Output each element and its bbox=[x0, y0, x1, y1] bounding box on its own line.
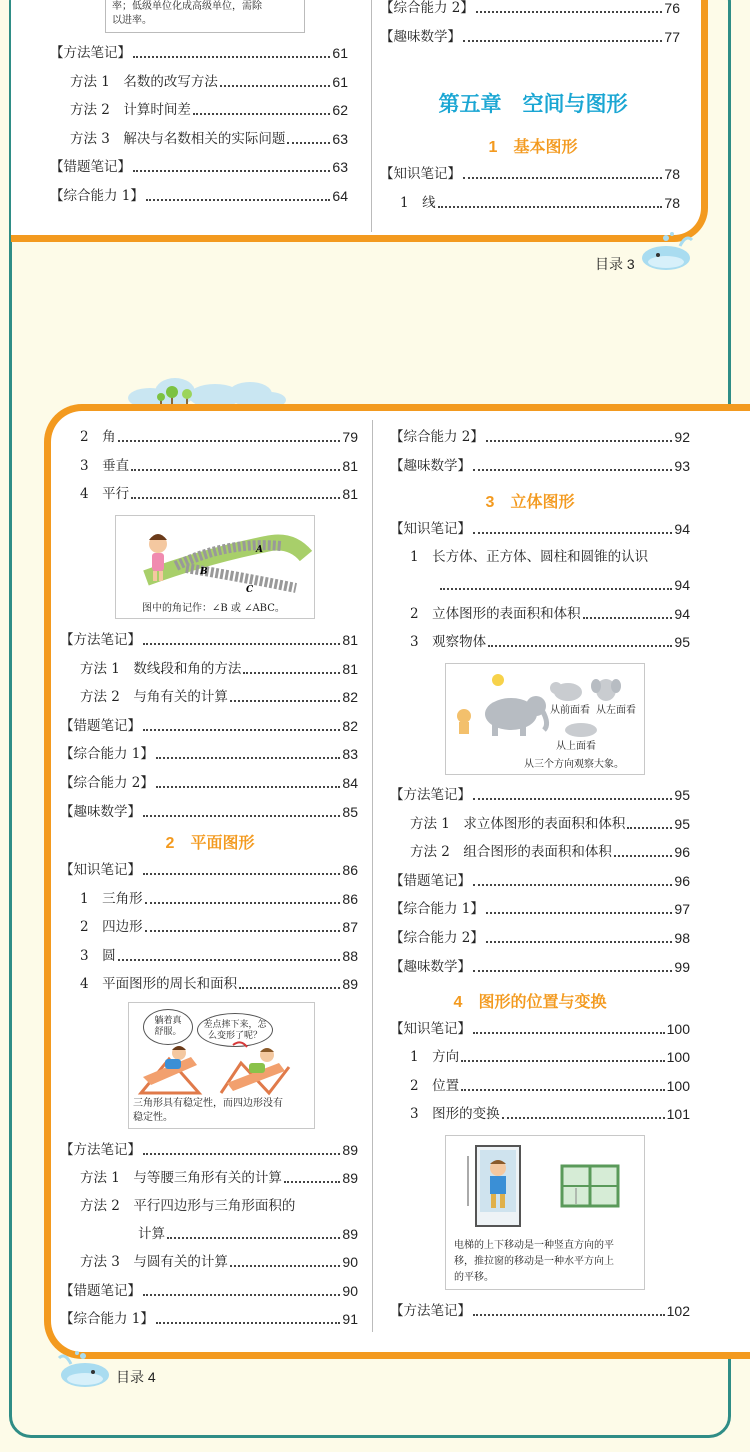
toc-entry-page: 76 bbox=[664, 0, 680, 16]
toc-leader-dots bbox=[502, 1117, 665, 1119]
toc-entry-title: 3 垂直 bbox=[80, 457, 130, 474]
toc-leader-dots bbox=[463, 177, 662, 179]
toc-entry[interactable] bbox=[80, 1253, 358, 1271]
toc-entry-page: 89 bbox=[342, 1226, 358, 1243]
toc-entry-title: 【趣味数学】 bbox=[390, 958, 471, 975]
toc-entry-title: 【错题笔记】 bbox=[390, 872, 471, 889]
toc-entry[interactable] bbox=[60, 861, 358, 879]
toc-leader-dots bbox=[473, 798, 672, 800]
translation-caption-line-3: 的平移。 bbox=[454, 1272, 494, 1283]
toc-entry[interactable] bbox=[410, 605, 690, 623]
toc-entry-title: 1 线 bbox=[400, 194, 436, 211]
toc-entry[interactable] bbox=[80, 975, 358, 993]
toc-entry[interactable] bbox=[50, 158, 348, 176]
toc-leader-dots bbox=[143, 815, 340, 817]
toc-entry-title: 【趣味数学】 bbox=[380, 28, 461, 45]
section-1-title: 1 基本图形 bbox=[488, 139, 578, 156]
toc-entry-title: 方法 2 平行四边形与三角形面积的 bbox=[80, 1198, 296, 1215]
toc-leader-dots bbox=[473, 1314, 665, 1316]
toc-entry[interactable] bbox=[410, 815, 690, 833]
toc-leader-dots bbox=[440, 588, 672, 590]
toc-leader-dots bbox=[239, 987, 340, 989]
angle-label-a: A bbox=[256, 545, 263, 555]
toc-entry[interactable] bbox=[80, 688, 358, 706]
toc-leader-dots bbox=[473, 1032, 665, 1034]
toc-leader-dots bbox=[461, 1089, 665, 1091]
toc-entry[interactable] bbox=[390, 1302, 690, 1320]
toc-entry-title: 3 圆 bbox=[80, 947, 116, 964]
toc-entry[interactable] bbox=[400, 194, 680, 212]
intro-note-line-2: 以进率。 bbox=[112, 15, 152, 26]
toc-entry-title: 1 方向 bbox=[410, 1049, 460, 1066]
toc-leader-dots bbox=[118, 440, 341, 442]
toc-entry[interactable] bbox=[80, 1169, 358, 1187]
toc-entry[interactable] bbox=[390, 457, 690, 475]
toc-entry[interactable] bbox=[60, 1282, 358, 1300]
toc-entry-title: 1 三角形 bbox=[80, 890, 143, 907]
toc-entry-title: 方法 2 组合图形的表面积和体积 bbox=[410, 844, 612, 861]
toc-leader-dots bbox=[143, 729, 340, 731]
toc-entry-page: 81 bbox=[342, 457, 358, 474]
toc-leader-dots bbox=[146, 199, 331, 201]
elephant-caption: 从三个方向观察大象。 bbox=[524, 759, 624, 770]
toc-entry[interactable] bbox=[80, 457, 358, 475]
toc-entry-page: 90 bbox=[342, 1282, 358, 1299]
whale-icon-right bbox=[636, 228, 694, 272]
toc-entry[interactable] bbox=[390, 929, 690, 947]
toc-entry[interactable] bbox=[410, 1105, 690, 1123]
toc-entry-page: 88 bbox=[342, 947, 358, 964]
toc-leader-dots bbox=[193, 113, 331, 115]
toc-entry-page: 102 bbox=[666, 1303, 690, 1319]
toc-leader-dots bbox=[461, 1060, 665, 1062]
toc-entry-title: 【综合能力 1】 bbox=[60, 1310, 154, 1327]
toc-entry-page: 100 bbox=[666, 1021, 690, 1037]
toc-leader-dots bbox=[488, 645, 672, 647]
toc-entry[interactable] bbox=[60, 774, 358, 792]
toc-entry-title: 【方法笔记】 bbox=[60, 632, 141, 648]
toc-entry-page: 99 bbox=[674, 958, 690, 975]
toc-leader-dots bbox=[473, 884, 672, 886]
toc-leader-dots bbox=[131, 497, 340, 499]
toc-entry-page: 61 bbox=[332, 45, 348, 61]
toc-entry[interactable] bbox=[60, 1141, 358, 1159]
toc-entry-title: 方法 3 与圆有关的计算 bbox=[80, 1254, 228, 1271]
toc-entry-page: 94 bbox=[674, 521, 690, 537]
toc-entry[interactable] bbox=[80, 428, 358, 446]
toc-entry-page: 95 bbox=[674, 787, 690, 803]
deckchair-illustration bbox=[128, 1002, 315, 1129]
toc-entry-title: 方法 2 计算时间差 bbox=[70, 102, 191, 119]
toc-entry[interactable] bbox=[80, 918, 358, 936]
toc-entry-page: 63 bbox=[332, 159, 348, 176]
toc-leader-dots bbox=[583, 617, 673, 619]
deckchairs-image bbox=[129, 1037, 314, 1097]
toc-leader-dots bbox=[133, 56, 330, 58]
toc-leader-dots bbox=[473, 469, 672, 471]
translation-caption-line-2: 移，推拉窗的移动是一种水平方向上 bbox=[454, 1256, 614, 1267]
toc-entry-title: 【错题笔记】 bbox=[60, 717, 141, 734]
toc-entry[interactable] bbox=[410, 548, 690, 566]
toc-entry-page: 61 bbox=[332, 73, 348, 90]
chapter-title: 第五章 空间与图形 bbox=[438, 93, 628, 116]
toc-leader-dots bbox=[145, 930, 341, 932]
toc-entry-page: 100 bbox=[666, 1077, 690, 1094]
page-label-4: 目录 4 bbox=[116, 1369, 156, 1385]
toc-entry-title: 4 平行 bbox=[80, 486, 130, 503]
toc-leader-dots bbox=[486, 941, 673, 943]
toc-entry-page: 101 bbox=[666, 1106, 690, 1123]
toc-leader-dots bbox=[486, 440, 673, 442]
toc-leader-dots bbox=[143, 873, 340, 875]
toc-entry-page: 94 bbox=[674, 577, 690, 594]
toc-entry[interactable] bbox=[390, 1020, 690, 1038]
toc-entry-page: 93 bbox=[674, 457, 690, 474]
toc-entry[interactable] bbox=[438, 576, 690, 594]
toc-entry-page: 96 bbox=[674, 872, 690, 889]
toc-entry-title: 计算 bbox=[138, 1226, 165, 1243]
toc-leader-dots bbox=[143, 1153, 340, 1155]
toc-leader-dots bbox=[156, 786, 341, 788]
toc-entry-title: 【方法笔记】 bbox=[390, 787, 471, 803]
toc-entry-page: 63 bbox=[332, 130, 348, 147]
toc-entry-title: 方法 2 与角有关的计算 bbox=[80, 689, 228, 706]
translation-caption-line-1: 电梯的上下移动是一种竖直方向的平 bbox=[454, 1240, 614, 1251]
toc-leader-dots bbox=[287, 142, 330, 144]
toc-entry[interactable] bbox=[60, 631, 358, 649]
toc-leader-dots bbox=[230, 1265, 341, 1267]
toc-entry-title: 【方法笔记】 bbox=[60, 1142, 141, 1158]
toc-entry-title: 方法 1 求立体图形的表面积和体积 bbox=[410, 815, 626, 832]
toc-entry-title: 2 立体图形的表面积和体积 bbox=[410, 605, 581, 622]
toc-entry[interactable] bbox=[80, 890, 358, 908]
toc-leader-dots bbox=[627, 827, 672, 829]
angle-label-b: B bbox=[200, 567, 208, 577]
angle-roads-image bbox=[116, 516, 314, 598]
deckchair-caption-line-2: 稳定性。 bbox=[133, 1112, 173, 1123]
bubble-2-line-1: 差点摔下来，怎 bbox=[203, 1020, 267, 1030]
page-label-3: 目录 3 bbox=[595, 256, 635, 272]
toc-entry[interactable] bbox=[380, 28, 680, 46]
toc-entry-title: 【趣味数学】 bbox=[60, 803, 141, 820]
toc-entry-page: 64 bbox=[332, 188, 348, 204]
toc-entry[interactable] bbox=[80, 660, 358, 678]
toc-entry-title: 【知识笔记】 bbox=[390, 521, 471, 537]
toc-entry-title: 【综合能力 2】 bbox=[380, 0, 474, 16]
toc-entry[interactable] bbox=[60, 803, 358, 821]
toc-entry-title: 【综合能力 2】 bbox=[60, 775, 154, 791]
toc-entry-title: 3 观察物体 bbox=[410, 633, 487, 650]
toc-leader-dots bbox=[220, 85, 331, 87]
toc-entry-page: 91 bbox=[342, 1310, 358, 1327]
toc-entry-page: 78 bbox=[664, 194, 680, 211]
toc-entry-title: 2 位置 bbox=[410, 1077, 460, 1094]
toc-entry[interactable] bbox=[410, 1077, 690, 1095]
toc-entry-title: 【方法笔记】 bbox=[50, 45, 131, 61]
toc-entry[interactable] bbox=[138, 1225, 358, 1243]
toc-leader-dots bbox=[133, 170, 330, 172]
toc-entry[interactable] bbox=[390, 900, 690, 918]
toc-entry[interactable] bbox=[50, 187, 348, 205]
section-4-title: 4 图形的位置与变换 bbox=[453, 994, 607, 1011]
toc-entry-title: 1 长方体、正方体、圆柱和圆锥的认识 bbox=[410, 549, 649, 566]
toc-entry[interactable] bbox=[390, 958, 690, 976]
toc-entry[interactable] bbox=[390, 520, 690, 538]
toc-entry-page: 96 bbox=[674, 844, 690, 861]
angle-illustration bbox=[115, 515, 315, 619]
intro-note-box bbox=[105, 0, 305, 33]
toc-leader-dots bbox=[614, 855, 673, 857]
toc-entry[interactable] bbox=[60, 745, 358, 763]
toc-leader-dots bbox=[145, 902, 341, 904]
toc-entry-title: 【综合能力 1】 bbox=[60, 746, 154, 763]
toc-entry-title: 【综合能力 2】 bbox=[390, 930, 484, 946]
toc-entry-title: 方法 1 数线段和角的方法 bbox=[80, 660, 242, 677]
toc-entry-page: 86 bbox=[342, 862, 358, 878]
toc-entry-page: 77 bbox=[664, 28, 680, 45]
toc-entry-page: 83 bbox=[342, 746, 358, 763]
toc-entry[interactable] bbox=[80, 1197, 358, 1215]
toc-entry[interactable] bbox=[60, 717, 358, 735]
toc-leader-dots bbox=[167, 1237, 340, 1239]
toc-entry-page: 98 bbox=[674, 930, 690, 946]
toc-entry-title: 【方法笔记】 bbox=[390, 1303, 471, 1319]
toc-entry-title: 【知识笔记】 bbox=[390, 1021, 471, 1037]
toc-entry[interactable] bbox=[80, 947, 358, 965]
toc-entry-title: 【知识笔记】 bbox=[380, 166, 461, 182]
toc-entry[interactable] bbox=[410, 1048, 690, 1066]
top-column-divider bbox=[371, 0, 372, 232]
toc-entry-page: 82 bbox=[342, 689, 358, 706]
toc-entry[interactable] bbox=[70, 73, 348, 91]
bubble-2-line-2: 么变形了呢？ bbox=[207, 1031, 262, 1041]
toc-leader-dots bbox=[284, 1181, 341, 1183]
toc-entry[interactable] bbox=[60, 1310, 358, 1328]
toc-leader-dots bbox=[230, 700, 341, 702]
bubble-1-line-1: 躺着真 bbox=[154, 1016, 182, 1026]
whale-icon-left bbox=[55, 1350, 115, 1390]
toc-entry-page: 94 bbox=[674, 605, 690, 622]
toc-entry-page: 62 bbox=[332, 102, 348, 119]
toc-entry[interactable] bbox=[380, 165, 680, 183]
toc-entry-title: 方法 3 解决与名数相关的实际问题 bbox=[70, 130, 286, 147]
toc-entry[interactable] bbox=[390, 872, 690, 890]
toc-leader-dots bbox=[143, 1294, 340, 1296]
angle-caption: 图中的角记作：∠B 或 ∠ABC。 bbox=[142, 603, 285, 614]
toc-entry[interactable] bbox=[70, 130, 348, 148]
toc-entry-page: 81 bbox=[342, 486, 358, 503]
intro-note-line-1: 率；低级单位化成高级单位，需除 bbox=[112, 1, 262, 12]
elevator-window-image bbox=[446, 1136, 644, 1236]
toc-entry[interactable] bbox=[50, 44, 348, 62]
toc-entry[interactable] bbox=[390, 428, 690, 446]
toc-entry-page: 78 bbox=[664, 166, 680, 182]
toc-entry-page: 82 bbox=[342, 717, 358, 734]
toc-entry-page: 97 bbox=[674, 901, 690, 918]
toc-entry-title: 3 图形的变换 bbox=[410, 1106, 500, 1123]
toc-entry-title: 2 四边形 bbox=[80, 919, 143, 936]
toc-entry[interactable] bbox=[70, 101, 348, 119]
toc-entry-title: 【综合能力 1】 bbox=[390, 901, 484, 918]
toc-entry-page: 92 bbox=[674, 429, 690, 445]
view-front-label: 从前面看 bbox=[550, 705, 590, 716]
section-3-title: 3 立体图形 bbox=[485, 494, 575, 511]
deckchair-caption-line-1: 三角形具有稳定性，而四边形没有 bbox=[133, 1098, 283, 1109]
toc-leader-dots bbox=[463, 40, 662, 42]
toc-entry-title: 【错题笔记】 bbox=[50, 159, 131, 176]
toc-entry-page: 95 bbox=[674, 633, 690, 650]
toc-leader-dots bbox=[473, 970, 672, 972]
toc-entry-page: 84 bbox=[342, 775, 358, 791]
toc-entry[interactable] bbox=[410, 843, 690, 861]
toc-entry[interactable] bbox=[80, 485, 358, 503]
toc-entry-title: 2 角 bbox=[80, 429, 116, 445]
cloud-trees-decoration bbox=[120, 372, 290, 406]
toc-entry-title: 4 平面图形的周长和面积 bbox=[80, 976, 238, 993]
bubble-1-line-2: 舒服。 bbox=[154, 1027, 182, 1037]
toc-entry-page: 100 bbox=[666, 1049, 690, 1066]
toc-entry-page: 79 bbox=[342, 429, 358, 445]
toc-entry-page: 81 bbox=[342, 660, 358, 677]
toc-entry[interactable] bbox=[380, 0, 680, 17]
toc-entry-title: 方法 1 名数的改写方法 bbox=[70, 73, 218, 90]
toc-entry-title: 【错题笔记】 bbox=[60, 1282, 141, 1299]
angle-label-c: C bbox=[246, 585, 254, 595]
toc-entry-page: 89 bbox=[342, 1170, 358, 1187]
bottom-column-divider bbox=[372, 420, 373, 1332]
toc-leader-dots bbox=[243, 672, 340, 674]
toc-entry-title: 【知识笔记】 bbox=[60, 862, 141, 878]
toc-leader-dots bbox=[118, 959, 341, 961]
toc-leader-dots bbox=[486, 912, 673, 914]
toc-entry-title: 方法 1 与等腰三角形有关的计算 bbox=[80, 1170, 282, 1187]
toc-entry-page: 87 bbox=[342, 919, 358, 936]
toc-entry-page: 89 bbox=[342, 1142, 358, 1158]
elephant-illustration bbox=[445, 663, 645, 775]
toc-entry-page: 81 bbox=[342, 632, 358, 648]
toc-leader-dots bbox=[131, 469, 340, 471]
toc-leader-dots bbox=[156, 1322, 341, 1324]
translation-illustration bbox=[445, 1135, 645, 1290]
toc-leader-dots bbox=[473, 532, 672, 534]
toc-entry-page: 86 bbox=[342, 890, 358, 907]
toc-entry-title: 【综合能力 1】 bbox=[50, 188, 144, 204]
toc-entry[interactable] bbox=[410, 633, 690, 651]
toc-entry-page: 90 bbox=[342, 1254, 358, 1271]
toc-leader-dots bbox=[156, 757, 341, 759]
toc-entry-title: 【趣味数学】 bbox=[390, 457, 471, 474]
toc-leader-dots bbox=[476, 11, 663, 13]
toc-entry-page: 85 bbox=[342, 803, 358, 820]
view-left-label: 从左面看 bbox=[596, 705, 636, 716]
toc-leader-dots bbox=[438, 206, 663, 208]
toc-leader-dots bbox=[143, 643, 340, 645]
toc-entry-page: 95 bbox=[674, 815, 690, 832]
view-top-label: 从上面看 bbox=[556, 741, 596, 752]
toc-entry[interactable] bbox=[390, 786, 690, 804]
toc-entry-page: 89 bbox=[342, 976, 358, 993]
section-2-title: 2 平面图形 bbox=[165, 835, 255, 852]
toc-entry-title: 【综合能力 2】 bbox=[390, 429, 484, 445]
